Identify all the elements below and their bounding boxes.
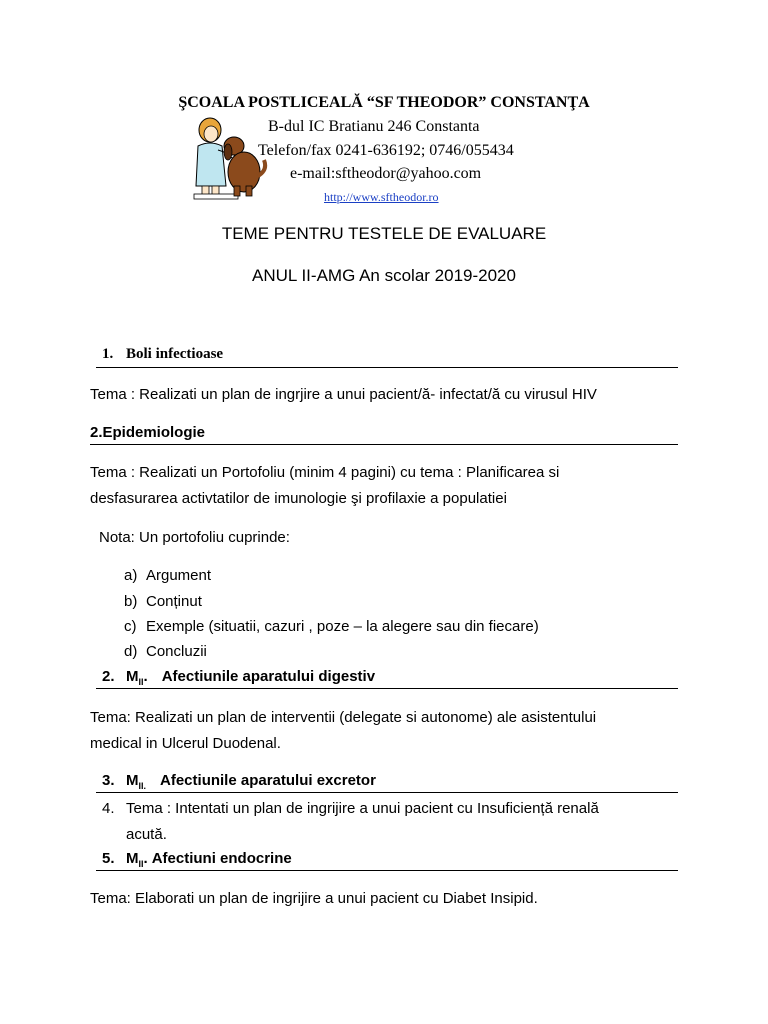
school-name: ŞCOALA POSTLICEALĂ “SF THEODOR” CONSTANŢA [178,94,590,111]
section-2-text-1: Tema : Realizati un Portofoliu (minim 4 pagini) cu tema : Planificarea si [90,464,560,481]
email-line: e-mail:sftheodor@yahoo.com [290,165,482,182]
list-item-letter: c) [124,618,137,635]
section-1-title: Boli infectioase [126,346,224,362]
section-3-title: Afectiunile aparatului digestiv [161,668,376,685]
section-1-number: 1. [102,346,114,362]
section-4-title: Afectiunile aparatului excretor [160,772,376,789]
section-2-note: Nota: Un portofoliu cuprinde: [99,529,290,546]
section-1-heading [102,346,223,363]
page-subtitle: ANUL II-AMG An scolar 2019-2020 [252,266,516,285]
section-3-number: 2. [102,668,115,685]
section-3-text-1: Tema: Realizati un plan de interventii (delegate si autonome) ale asistentului [90,709,597,726]
section-5-number: 5. [102,850,115,867]
section-4-heading [102,772,376,791]
section-4-text-2: acută. [126,826,167,843]
list-item [124,593,202,610]
section-5-sub: II [138,859,144,869]
list-item-text: Argument [146,567,212,584]
list-item-text: Concluzii [146,643,207,660]
section-2-text-2: desfasurarea activtatilor de imunologie şi profilaxie a populatiei [90,490,507,507]
section-1-rule [96,367,678,368]
section-2-rule [90,444,678,445]
list-item [124,643,207,660]
website-link[interactable]: http://www.sftheodor.ro [324,190,439,204]
website-link-wrap [324,188,439,206]
section-4-m: M [126,772,139,789]
section-5-title: Afectiuni endocrine [151,850,292,867]
section-5-rule [96,870,678,871]
section-3-text-2: medical in Ulcerul Duodenal. [90,735,281,752]
section-4-sub: II. [138,781,147,791]
address-line: B-dul IC Bratianu 246 Constanta [268,118,480,135]
section-3-rule [96,688,678,689]
section-2-heading: 2.Epidemiologie [90,424,206,441]
list-item-letter: b) [124,593,138,610]
section-3-heading [102,668,375,687]
section-4-rule [96,792,678,793]
phone-line: Telefon/fax 0241-636192; 0746/055434 [258,142,514,159]
list-item-text: Exemple (situatii, cazuri , poze – la alegere sau din fiecare) [146,618,539,635]
list-item [124,618,539,635]
list-item-letter: a) [124,567,138,584]
section-4-number: 3. [102,772,115,789]
section-4-text-1: Tema : Intentati un plan de ingrijire a unui pacient cu Insuficiență renală [126,800,599,817]
list-item [124,567,211,584]
section-5-dot: . [143,850,148,867]
section-5-heading [102,850,292,869]
section-3-sub: II [138,677,144,687]
list-item-text: Conținut [146,593,202,610]
section-3-m: M [126,668,139,685]
section-4-item-number: 4. [102,800,115,817]
section-5-text: Tema: Elaborati un plan de ingrijire a unui pacient cu Diabet Insipid. [90,890,538,907]
list-item-letter: d) [124,643,138,660]
section-1-text: Tema : Realizati un plan de ingrjire a unui pacient/ă- infectat/ă cu virusul HIV [90,386,597,403]
section-4-item [102,800,599,817]
nurse-dog-logo [188,116,268,202]
page-title: TEME PENTRU TESTELE DE EVALUARE [221,224,547,243]
section-3-dot: . [143,668,148,685]
section-5-m: M [126,850,139,867]
